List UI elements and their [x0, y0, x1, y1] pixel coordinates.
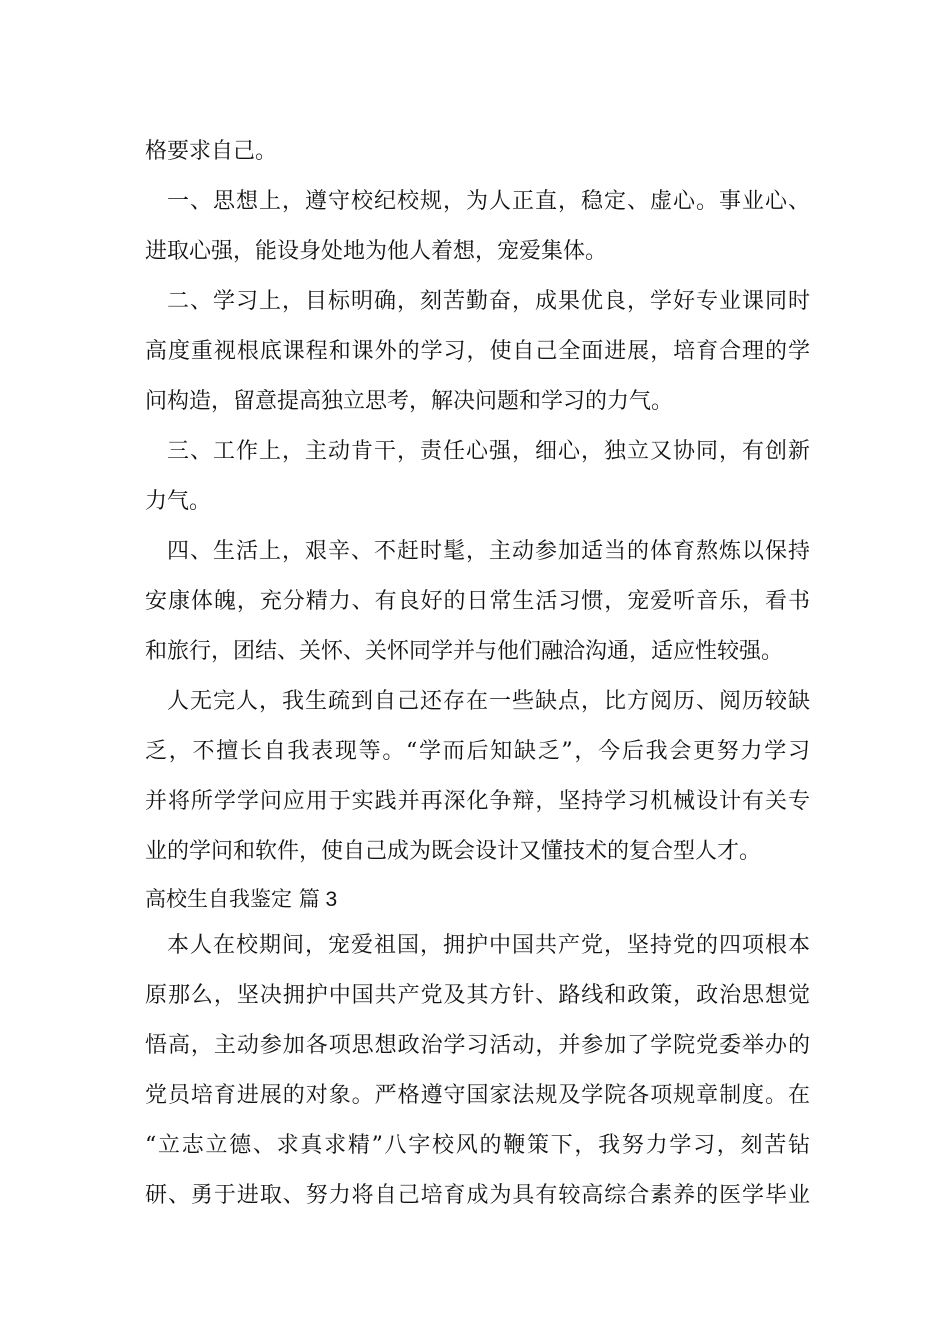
- text-line: 高度重视根底课程和课外的学习，使自己全面进展，培育合理的学: [145, 339, 810, 364]
- text-line: 党员培育进展的对象。严格遵守国家法规及学院各项规章制度。在: [145, 1083, 810, 1108]
- text-line: 和旅行，团结、关怀、关怀同学并与他们融洽沟通，适应性较强。: [145, 639, 784, 664]
- text-line: 研、勇于进取、努力将自己培育成为具有较高综合素养的医学毕业: [145, 1183, 810, 1208]
- text-line: 原那么，坚决拥护中国共产党及其方针、路线和政策，政治思想觉: [145, 983, 810, 1008]
- section-heading: [145, 883, 545, 915]
- text-line: 业的学问和软件，使自己成为既会设计又懂技术的复合型人才。: [145, 839, 762, 864]
- text-line: “立志立德、求真求精”八字校风的鞭策下，我努力学习，刻苦钻: [145, 1133, 810, 1158]
- text-line: 力气。: [145, 489, 212, 514]
- text-line: 一、思想上，遵守校纪校规，为人正直，稳定、虚心。事业心、: [167, 189, 810, 214]
- text-line: 人无完人，我生疏到自己还存在一些缺点，比方阅历、阅历较缺: [167, 689, 810, 714]
- section-heading-number: 篇 3: [298, 888, 338, 911]
- text-line: 乏，不擅长自我表现等。“学而后知缺乏”，今后我会更努力学习: [145, 739, 810, 764]
- text-line: 格要求自己。: [145, 139, 278, 164]
- text-line: 进取心强，能设身处地为他人着想，宠爱集体。: [145, 239, 608, 264]
- text-line: 四、生活上，艰辛、不赶时髦，主动参加适当的体育熬炼以保持: [167, 539, 810, 564]
- text-line: 本人在校期间，宠爱祖国，拥护中国共产党，坚持党的四项根本: [167, 933, 810, 958]
- text-line: 安康体魄，充分精力、有良好的日常生活习惯，宠爱听音乐，看书: [145, 589, 810, 614]
- text-line: 问构造，留意提高独立思考，解决问题和学习的力气。: [145, 389, 674, 414]
- text-line: 三、工作上，主动肯干，责任心强，细心，独立又协同，有创新: [167, 439, 810, 464]
- text-line: 并将所学学问应用于实践并再深化争辩，坚持学习机械设计有关专: [145, 789, 810, 814]
- text-line: 悟高，主动参加各项思想政治学习活动，并参加了学院党委举办的: [145, 1033, 810, 1058]
- text-line: 二、学习上，目标明确，刻苦勤奋，成果优良，学好专业课同时: [167, 289, 810, 314]
- section-heading-title: 高校生自我鉴定: [145, 887, 292, 911]
